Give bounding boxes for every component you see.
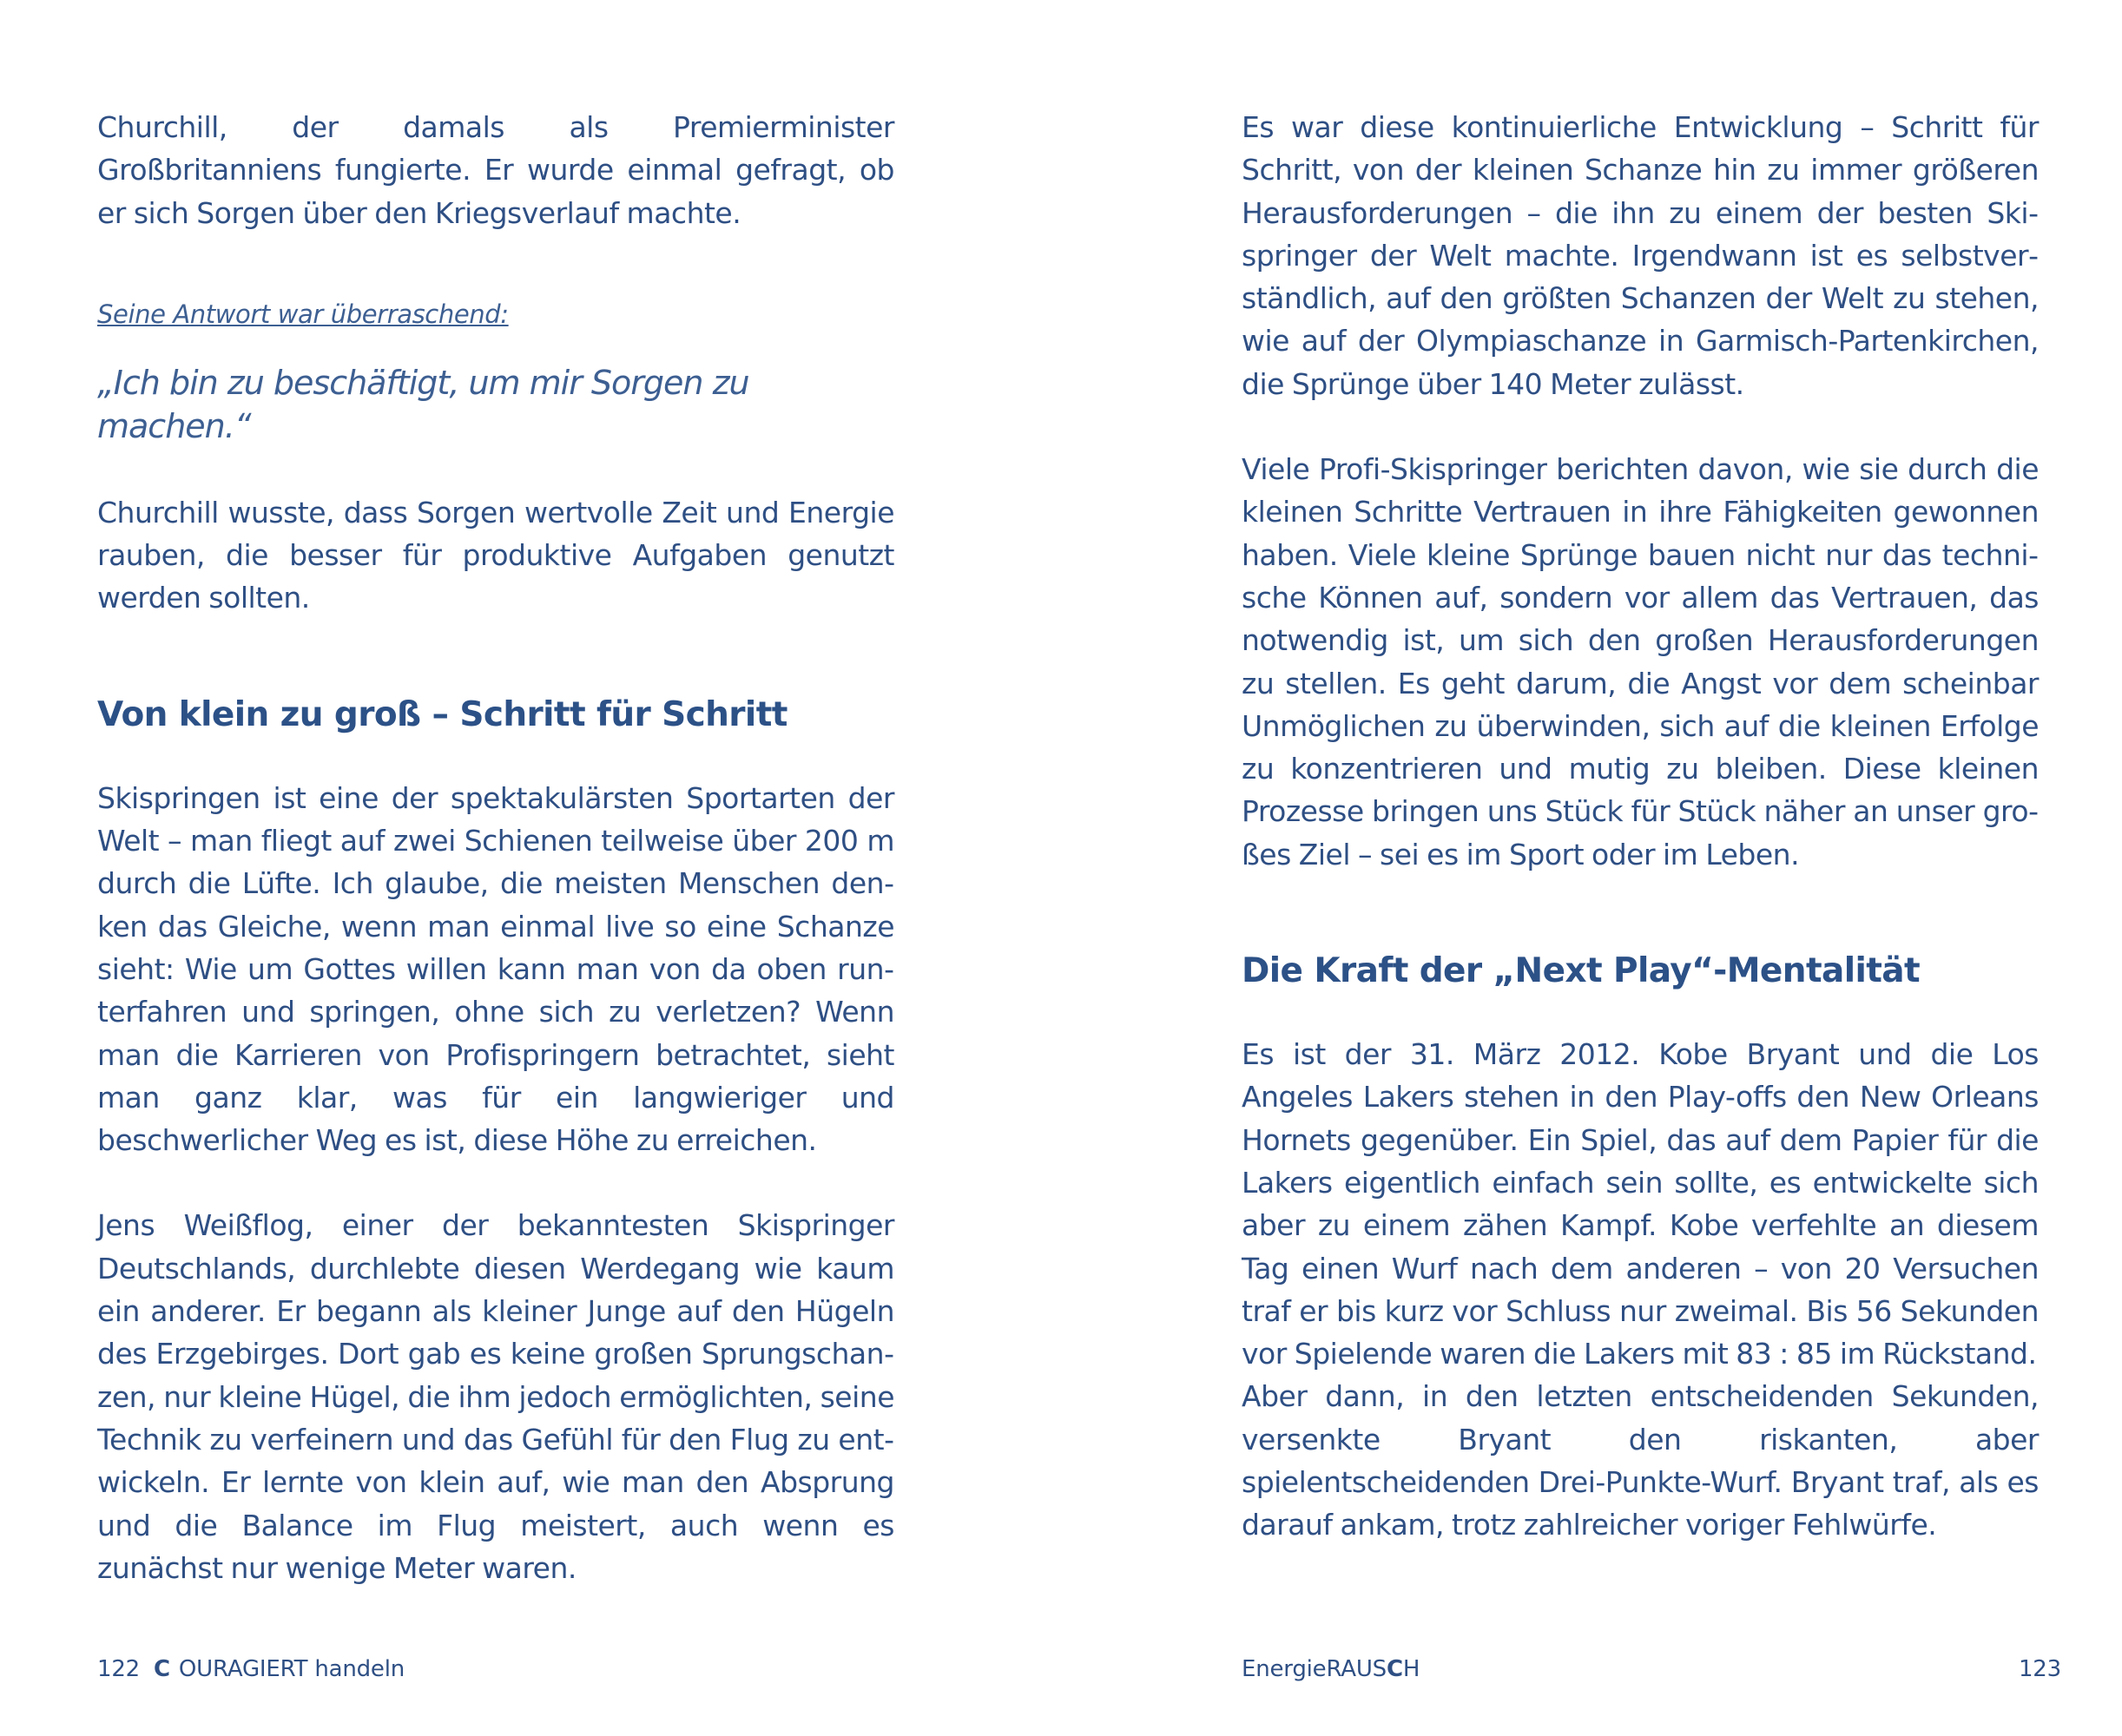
paragraph-kobe-bryant: Es ist der 31. März 2012. Kobe Bryant und die Los Angeles Lakers stehen in den Play-offs den New Orleans Hornets gegenüber. Ein Spiel, das auf dem Papier für die Lakers eigentlich einfach sein sollte, es entwickelte sich aber zu einem zähen Kampf. Kobe verfehlte an diesem Tag einen Wurf nach dem anderen – von 20 Versuchen traf er bis kurz vor Schluss nur zweimal. Bis 56 Sekunden vor Spielende waren die Lakers mit 83 : 85 im Rückstand. (1242, 1037, 2039, 1371)
section-heading-next-play: Die Kraft der „Next Play“-Mentalität (1242, 951, 1921, 991)
paragraph-skispringen: Skispringen ist eine der spektakulärsten Sportarten der Welt – man fliegt auf zwei Schienen teilweise über 200 m durch die Lüfte. Ich glaube, die meisten Menschen denken das Gleiche, wenn man einmal live so eine Schanze sieht: Wie um Gottes willen kann man von da oben runterfahren und springen, ohne sich zu verletzen? Wenn man die Karrieren von Profispringern betrachtet, sieht man ganz klar, was für ein langwieriger und beschwerlicher Weg es ist, diese Höhe zu erreichen. (97, 780, 894, 1158)
lead-in-text: Seine Antwort war überraschend: (97, 299, 509, 329)
churchill-quote: „Ich bin zu beschäftigt, um mir Sorgen zu machen.“ (97, 363, 749, 445)
running-title-right-part2: H (1402, 1656, 1420, 1682)
running-title-left: OURAGIERT handeln (178, 1656, 405, 1682)
running-title-right-bold: C (1387, 1656, 1403, 1682)
running-title-right-part1: EnergieRAUS (1242, 1656, 1387, 1682)
page-number-left: 122 (97, 1656, 141, 1682)
paragraph-profi-skispringer: Viele Profi-Skispringer berichten davon, wie sie durch die kleinen Schritte Vertrauen in ihre Fähigkeiten gewonnen haben. Viele kleine Sprünge bauen nicht nur das technische Können auf, sondern vor allem das Vertrauen, das notwendig ist, um sich den großen Herausforderungen zu stellen. Es geht darum, die Angst vor dem scheinbar Unmöglichen zu überwinden, sich auf die kleinen Erfolge zu konzentrieren und mutig zu bleiben. Diese kleinen Prozesse bringen uns Stück für Stück näher an unser großes Ziel – sei es im Sport oder im Leben. (1242, 452, 2039, 871)
page-number-right: 123 (2018, 1656, 2061, 1682)
paragraph-churchill-conclusion: Churchill wusste, dass Sorgen wertvolle Zeit und Energie rauben, die besser für produktive Aufgaben genutzt werden sollten. (97, 495, 894, 615)
paragraph-jens-weissflog: Jens Weißflog, einer der bekanntesten Skispringer Deutschlands, durchlebte diesen Werdegang wie kaum ein anderer. Er begann als kleiner Junge auf den Hügeln des Erzgebirges. Dort gab es keine großen Sprungschanzen, nur kleine Hügel, die ihm jedoch ermöglichten, seine Technik zu verfeinern und das Gefühl für den Flug zu entwickeln. Er lernte von klein auf, wie man den Absprung und die Balance im Flug meistert, auch wenn es zunächst nur wenige Meter waren. (97, 1208, 894, 1585)
left-text-column (97, 106, 894, 1589)
right-text-column (1242, 106, 2039, 1547)
right-page-running-title (1242, 1654, 1420, 1684)
section-heading-klein-zu-gross: Von klein zu groß – Schritt für Schritt (97, 694, 788, 734)
paragraph-churchill-intro: Churchill, der damals als Premierminister Großbritanniens fungierte. Er wurde einmal gefragt, ob er sich Sorgen über den Kriegsverlauf machte. (97, 110, 894, 230)
left-page-footer (97, 1654, 405, 1684)
running-title-initial: C (154, 1656, 170, 1682)
paragraph-kontinuierliche-entwicklung: Es war diese kontinuierliche Entwicklung – Schritt für Schritt, von der kleinen Schanze hin zu immer größeren Herausforderungen – die ihn zu einem der besten Skispringer der Welt machte. Irgendwann ist es selbstverständlich, auf den größten Schanzen der Welt zu stehen, wie auf der Olympiaschanze in Garmisch-Partenkirchen, die Sprünge über 140 Meter zulässt. (1242, 110, 2039, 401)
paragraph-bryant-drei-punkte: Aber dann, in den letzten entscheidenden Sekunden, versenkte Bryant den riskanten, aber spielentscheidenden Drei-Punkte-Wurf. Bryant traf, als es darauf ankam, trotz zahlreicher voriger Fehlwürfe. (1242, 1379, 2039, 1542)
right-page (1061, 0, 2122, 1736)
